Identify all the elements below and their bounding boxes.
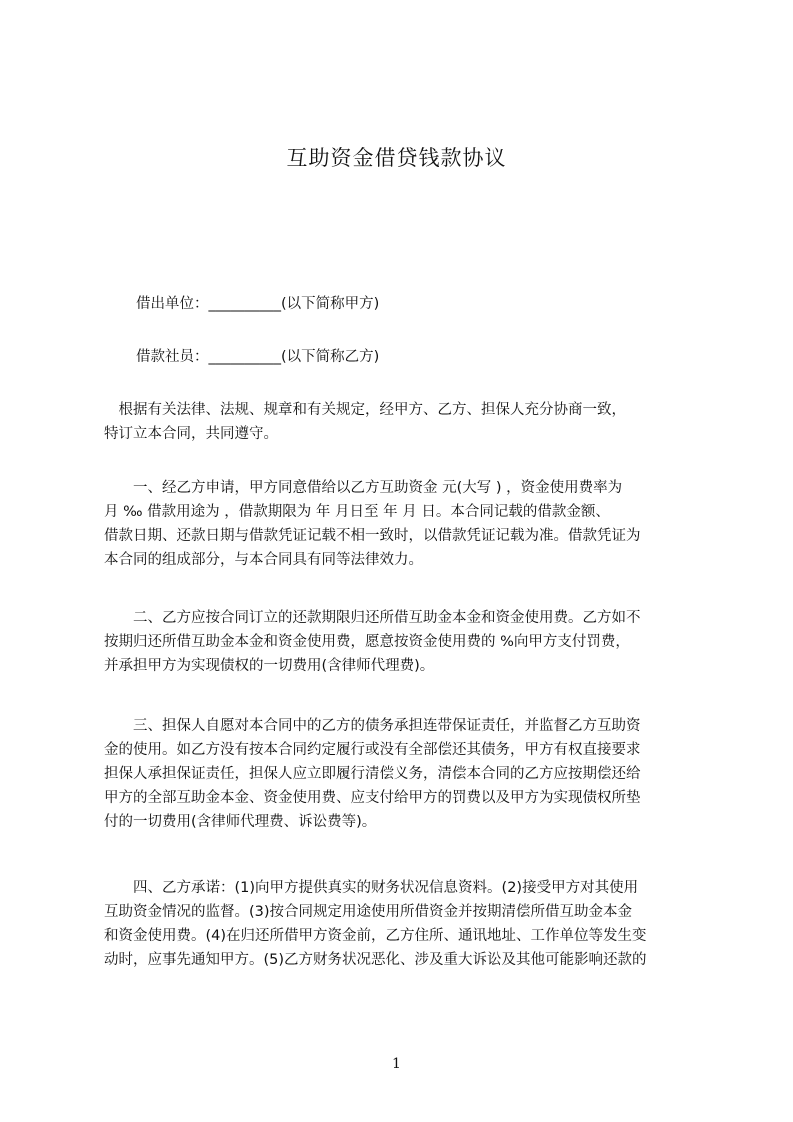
clause-1-line: 一、经乙方申请，甲方同意借给以乙方互助资金 元(大写 ) ，资金使用费率为 bbox=[104, 480, 623, 496]
clause-2-line: 二、乙方应按合同订立的还款期限归还所借互助金本金和资金使用费。乙方如不 bbox=[104, 610, 641, 626]
clause-3-line: 甲方的全部互助金本金、资金使用费、应支付给甲方的罚费以及甲方为实现债权所垫 bbox=[104, 790, 641, 806]
clause-4 bbox=[104, 876, 700, 972]
clause-4-line: 动时，应事先通知甲方。(5)乙方财务状况恶化、涉及重大诉讼及其他可能影响还款的 bbox=[104, 952, 647, 968]
intro-paragraph bbox=[104, 398, 700, 446]
page-number: 1 bbox=[392, 1056, 401, 1072]
clause-3 bbox=[104, 714, 700, 834]
clause-3-line: 付的一切费用(含律师代理费、诉讼费等)。 bbox=[104, 814, 377, 830]
clause-2-line: 并承担甲方为实现债权的一切费用(含律师代理费)。 bbox=[104, 658, 435, 674]
clause-2-line: 按期归还所借互助金本金和资金使用费，愿意按资金使用费的 %向甲方支付罚费， bbox=[104, 634, 630, 650]
clause-4-line: 四、乙方承诺：(1)向甲方提供真实的财务状况信息资料。(2)接受甲方对其使用 bbox=[104, 880, 639, 896]
clause-1-line: 月 ‰ 借款用途为 ，借款期限为 年 月日至 年 月 日。本合同记载的借款金额、 bbox=[104, 504, 610, 520]
clause-1 bbox=[104, 476, 700, 572]
clause-3-line: 担保人承担保证责任，担保人应立即履行清偿义务，清偿本合同的乙方应按期偿还给 bbox=[104, 766, 641, 782]
clause-4-line: 互助资金情况的监督。(3)按合同规定用途使用所借资金并按期清偿所借互助金本金 bbox=[104, 904, 633, 920]
clause-3-line: 三、担保人自愿对本合同中的乙方的债务承担连带保证责任，并监督乙方互助资 bbox=[104, 718, 641, 734]
borrower-field: 借款社员：__________(以下简称乙方) bbox=[136, 349, 380, 365]
clause-2 bbox=[104, 606, 700, 678]
lender-field: 借出单位：__________(以下简称甲方) bbox=[136, 296, 380, 312]
intro-line: 特订立本合同，共同遵守。 bbox=[104, 426, 278, 442]
clause-3-line: 金的使用。如乙方没有按本合同约定履行或没有全部偿还其债务，甲方有权直接要求 bbox=[104, 742, 641, 758]
document-title: 互助资金借贷钱款协议 bbox=[286, 146, 507, 170]
clause-4-line: 和资金使用费。(4)在归还所借甲方资金前，乙方住所、通讯地址、工作单位等发生变 bbox=[104, 928, 647, 944]
intro-line: 根据有关法律、法规、规章和有关规定，经甲方、乙方、担保人充分协商一致， bbox=[104, 402, 626, 418]
clause-1-line: 本合同的组成部分，与本合同具有同等法律效力。 bbox=[104, 552, 423, 568]
clause-1-line: 借款日期、还款日期与借款凭证记载不相一致时，以借款凭证记载为准。借款凭证为 bbox=[104, 528, 641, 544]
